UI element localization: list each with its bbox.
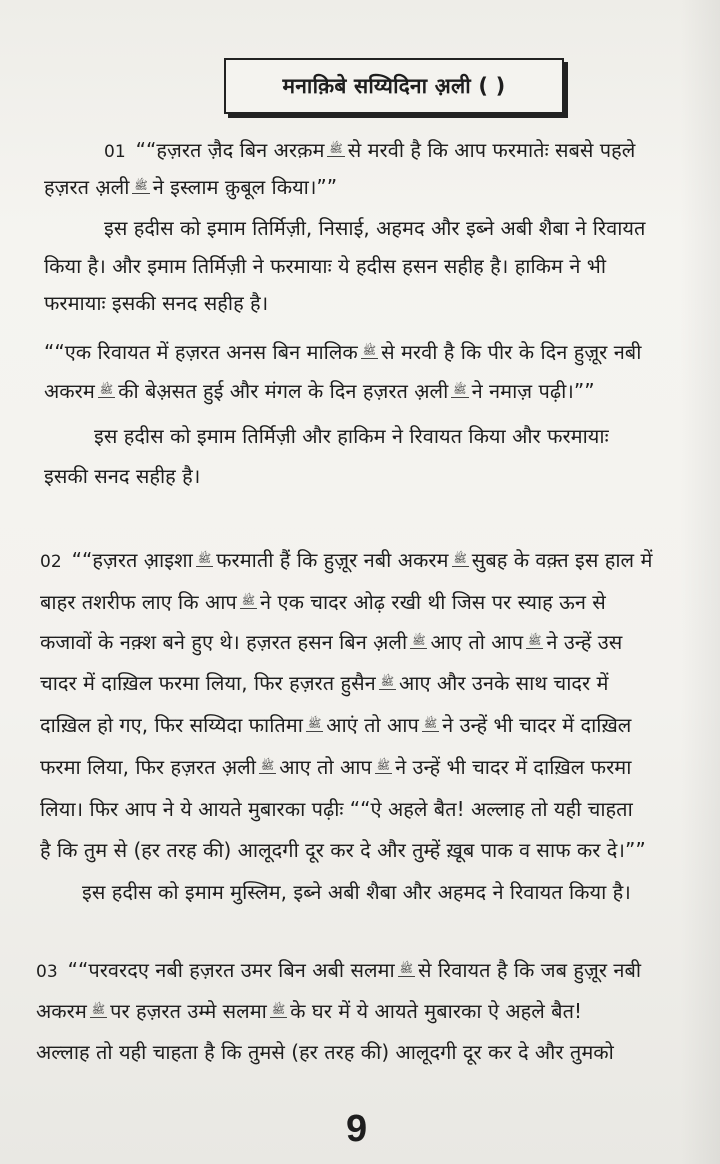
honorific-ra-icon: ﷺ <box>134 179 148 192</box>
honorific-ra-icon: ﷺ <box>260 759 275 772</box>
honorific-ra-icon: ﷺ <box>380 675 395 688</box>
hadith-2-line-3: कजावों के नक़्श बने हुए थे। हज़रत हसन बिन अ़ली ﷺ आए तो आप ﷺ ने उन्हें उस <box>40 630 623 654</box>
honorific-ra-icon: ﷺ <box>399 962 413 975</box>
honorific-ra-icon: ﷺ <box>412 634 426 647</box>
hadith-number: 01 <box>104 142 126 162</box>
honorific-saw-icon: ﷺ <box>99 383 114 396</box>
hadith-2-line-8: है कि तुम से (हर तरह की) आलूदगी दूर कर दे और तुम्हें ख़ूब पाक व साफ कर दे।”” <box>40 838 646 862</box>
hadith-1-line-8: इस हदीस को इमाम तिर्मिज़ी और हाकिम ने रिवायत किया और फरमायाः <box>94 424 609 448</box>
hadith-3-line-3: अल्लाह तो यही चाहता है कि तुमसे (हर तरह की) आलूदगी दूर कर दे और तुमको <box>36 1040 614 1064</box>
hadith-1-line-6: ““एक रिवायत में हज़रत अनस बिन मालिक ﷺ से मरवी है कि पीर के दिन हुज़ूर नबी <box>44 340 642 364</box>
honorific-saw-icon: ﷺ <box>453 552 467 565</box>
honorific-ra-icon: ﷺ <box>362 344 377 357</box>
hadith-2-line-9: इस हदीस को इमाम मुस्लिम, इब्ने अबी शैबा और अहमद ने रिवायत किया है। <box>82 880 631 904</box>
hadith-1-line-3: इस हदीस को इमाम तिर्मिज़ी, निसाई, अहमद और इब्ने अबी शैबा ने रिवायत <box>104 216 646 240</box>
hadith-3-line-1: 03 ““परवरदए नबी हज़रत उमर बिन अबी सलमा ﷺ से रिवायत है कि जब हुज़ूर नबी <box>36 958 642 982</box>
hadith-2-line-6: फरमा लिया, फिर हज़रत अ़ली ﷺ आए तो आप ﷺ ने उन्हें भी चादर में दाख़िल फरमा <box>40 755 632 779</box>
hadith-1-line-9: इसकी सनद सहीह है। <box>44 464 201 488</box>
honorific-saw-icon: ﷺ <box>91 1003 106 1016</box>
hadith-1-line-2: हज़रत अ़ली ﷺ ने इस्लाम क़ुबूल किया।”” <box>44 175 338 199</box>
honorific-ra-icon: ﷺ <box>307 717 322 730</box>
honorific-saw-icon: ﷺ <box>241 594 256 607</box>
honorific-ra-icon: ﷺ <box>197 552 212 565</box>
hadith-2-line-1: 02 ““हज़रत आ़इशा ﷺ फरमाती हैं कि हुज़ूर नबी अकरम ﷺ सुबह के वक़्त इस हाल में <box>40 548 653 572</box>
hadith-1-line-7: अकरम ﷺ की बेअ़सत हुई और मंगल के दिन हज़रत अ़ली ﷺ ने नमाज़ पढ़ी।”” <box>44 379 595 403</box>
hadith-2-line-7: लिया। फिर आप ने ये आयते मुबारका पढ़ीः ““ऐ अहले बैत! अल्लाह तो यही चाहता <box>40 797 633 821</box>
honorific-saw-icon: ﷺ <box>528 634 542 647</box>
hadith-1-line-5: फरमायाः इसकी सनद सहीह है। <box>44 291 269 315</box>
honorific-saw-icon: ﷺ <box>423 717 438 730</box>
hadith-2-line-2: बाहर तशरीफ लाए कि आप ﷺ ने एक चादर ओढ़ रखी थी जिस पर स्याह ऊन से <box>40 590 606 614</box>
chapter-title-box <box>224 58 564 114</box>
hadith-number: 03 <box>36 962 58 982</box>
hadith-1-line-4: किया है। और इमाम तिर्मिज़ी ने फरमायाः ये हदीस हसन सहीह है। हाकिम ने भी <box>44 254 607 278</box>
page-shadow <box>680 0 720 1164</box>
hadith-2-line-5: दाख़िल हो गए, फिर सय्यिदा फातिमा ﷺ आएं तो आप ﷺ ने उन्हें भी चादर में दाख़िल <box>40 713 632 737</box>
hadith-2-line-4: चादर में दाख़िल फरमा लिया, फिर हज़रत हुसैन ﷺ आए और उनके साथ चादर में <box>40 671 609 695</box>
honorific-ra-icon: ﷺ <box>271 1003 286 1016</box>
page-number: 9 <box>346 1108 368 1150</box>
honorific-saw-icon: ﷺ <box>376 759 391 772</box>
hadith-3-line-2: अकरम ﷺ पर हज़रत उम्मे सलमा ﷺ के घर में ये आयते मुबारका ऐ अहले बैत! <box>36 999 583 1023</box>
honorific-ra-icon: ﷺ <box>453 383 467 396</box>
hadith-1-line-1: 01 ““हज़रत ज़ैद बिन अरक़म ﷺ से मरवी है कि आप फरमातेः सबसे पहले <box>104 138 636 162</box>
chapter-title: मनाक़िबे सय्यिदिना अ़ली ( ) <box>282 74 506 98</box>
hadith-number: 02 <box>40 552 62 572</box>
honorific-ra-icon: ﷺ <box>329 142 343 155</box>
